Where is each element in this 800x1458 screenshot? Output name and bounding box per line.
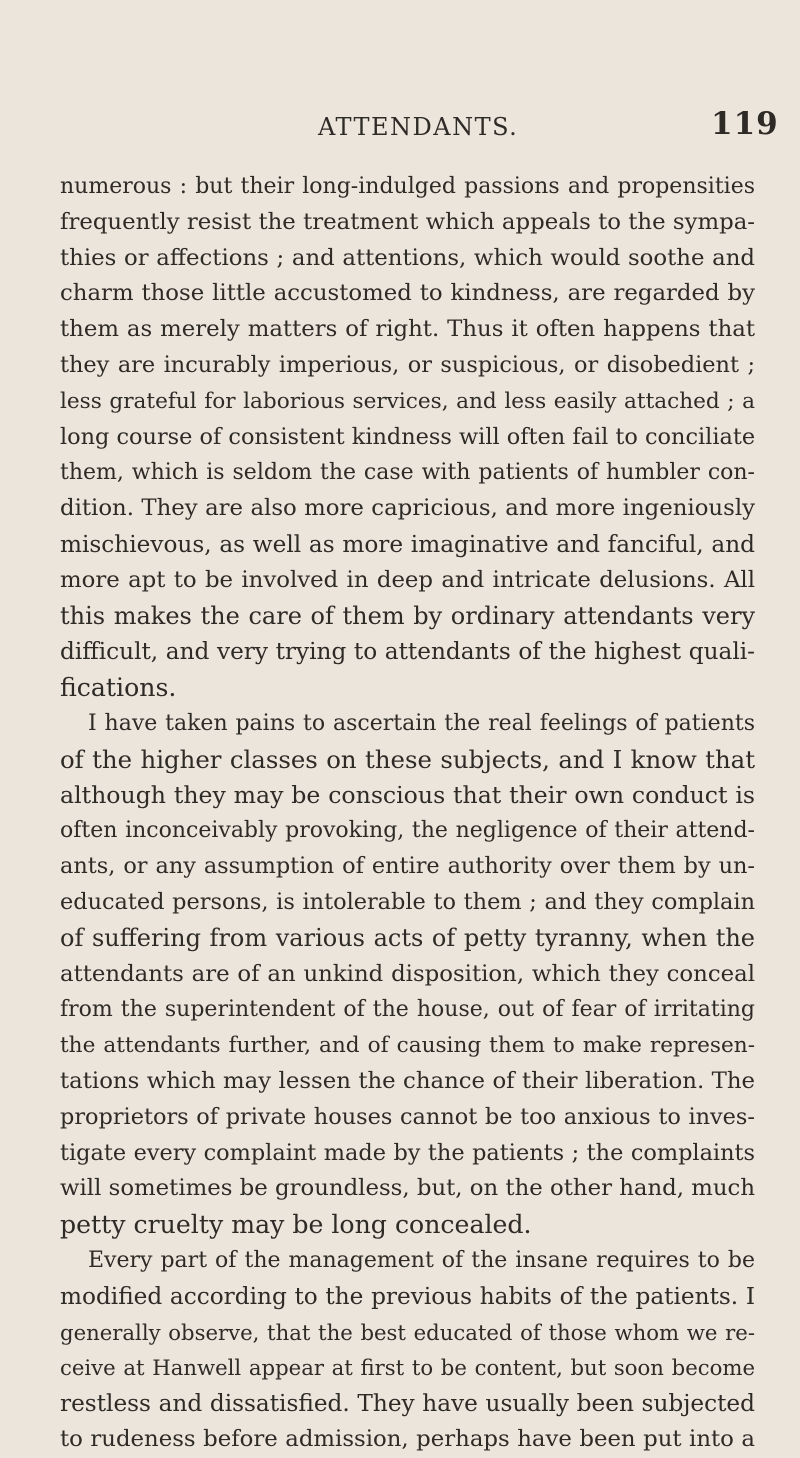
text-line: ceive at Hanwell appear at first to be content, but soon become — [60, 1355, 755, 1381]
text-line: often inconceivably provoking, the negligence of their attend- — [60, 818, 755, 844]
body-text — [60, 169, 755, 1458]
text-line: long course of consistent kindness will often fail to conciliate — [60, 423, 756, 450]
text-line: thies or affections ; and attentions, which would soothe and — [60, 244, 755, 271]
text-line: numerous : but their long-indulged passions and propensities — [60, 174, 755, 199]
text-line: of the higher classes on these subjects, and I know that — [60, 744, 755, 774]
text-line: proprietors of private houses cannot be too anxious to inves- — [60, 1103, 755, 1130]
running-head: ATTENDANTS. — [318, 113, 519, 141]
text-line: generally observe, that the best educated of those whom we re- — [60, 1319, 755, 1345]
text-line: tigate every complaint made by the patients ; the complaints — [60, 1139, 755, 1166]
text-line: dition. They are also more capricious, and more ingeniously — [60, 495, 755, 522]
text-line: will sometimes be groundless, but, on the other hand, much — [60, 1175, 756, 1202]
page-header — [0, 106, 800, 150]
text-line: difficult, and very trying to attendants of the highest quali- — [60, 638, 755, 666]
text-line: of suffering from various acts of petty tyranny, when the — [60, 923, 755, 952]
text-line: to rudeness before admission, perhaps have been put into a — [60, 1425, 755, 1452]
text-line: attendants are of an unkind disposition, which they conceal — [60, 960, 755, 987]
text-line: modified according to the previous habits of the patients. I — [60, 1282, 755, 1310]
text-line: them as merely matters of right. Thus it often happens that — [60, 316, 755, 343]
text-line: although they may be conscious that their own conduct is — [60, 780, 755, 809]
paragraph-first-line: Every part of the management of the insane requires to be — [88, 1247, 755, 1273]
text-line: this makes the care of them by ordinary attendants very — [60, 601, 755, 630]
text-line: they are incurably imperious, or suspicious, or disobedient ; — [60, 351, 755, 378]
paragraph-end-line: petty cruelty may be long concealed. — [60, 1210, 532, 1240]
text-line: them, which is seldom the case with patients of humbler con- — [60, 460, 755, 486]
page-number: 119 — [711, 106, 779, 142]
text-line: restless and dissatisfied. They have usually been subjected — [60, 1390, 755, 1418]
text-line: from the superintendent of the house, out of fear of irritating — [60, 997, 755, 1023]
text-line: educated persons, is intolerable to them ; and they complain — [60, 888, 755, 915]
text-line: mischievous, as well as more imaginative and fanciful, and — [60, 530, 755, 558]
text-line: tations which may lessen the chance of their liberation. The — [60, 1067, 755, 1094]
text-line: more apt to be involved in deep and intricate delusions. All — [60, 566, 755, 593]
text-line: frequently resist the treatment which appeals to the sympa- — [60, 208, 755, 235]
paragraph-first-line: I have taken pains to ascertain the real feelings of patients — [88, 710, 755, 736]
text-line: the attendants further, and of causing them to make represen- — [60, 1033, 755, 1059]
text-line: ants, or any assumption of entire authority over them by un- — [60, 853, 755, 880]
paragraph-end-line: fications. — [60, 673, 177, 703]
text-line: charm those little accustomed to kindness, are regarded by — [60, 280, 755, 307]
text-line: less grateful for laborious services, and less easily attached ; a — [60, 388, 755, 414]
